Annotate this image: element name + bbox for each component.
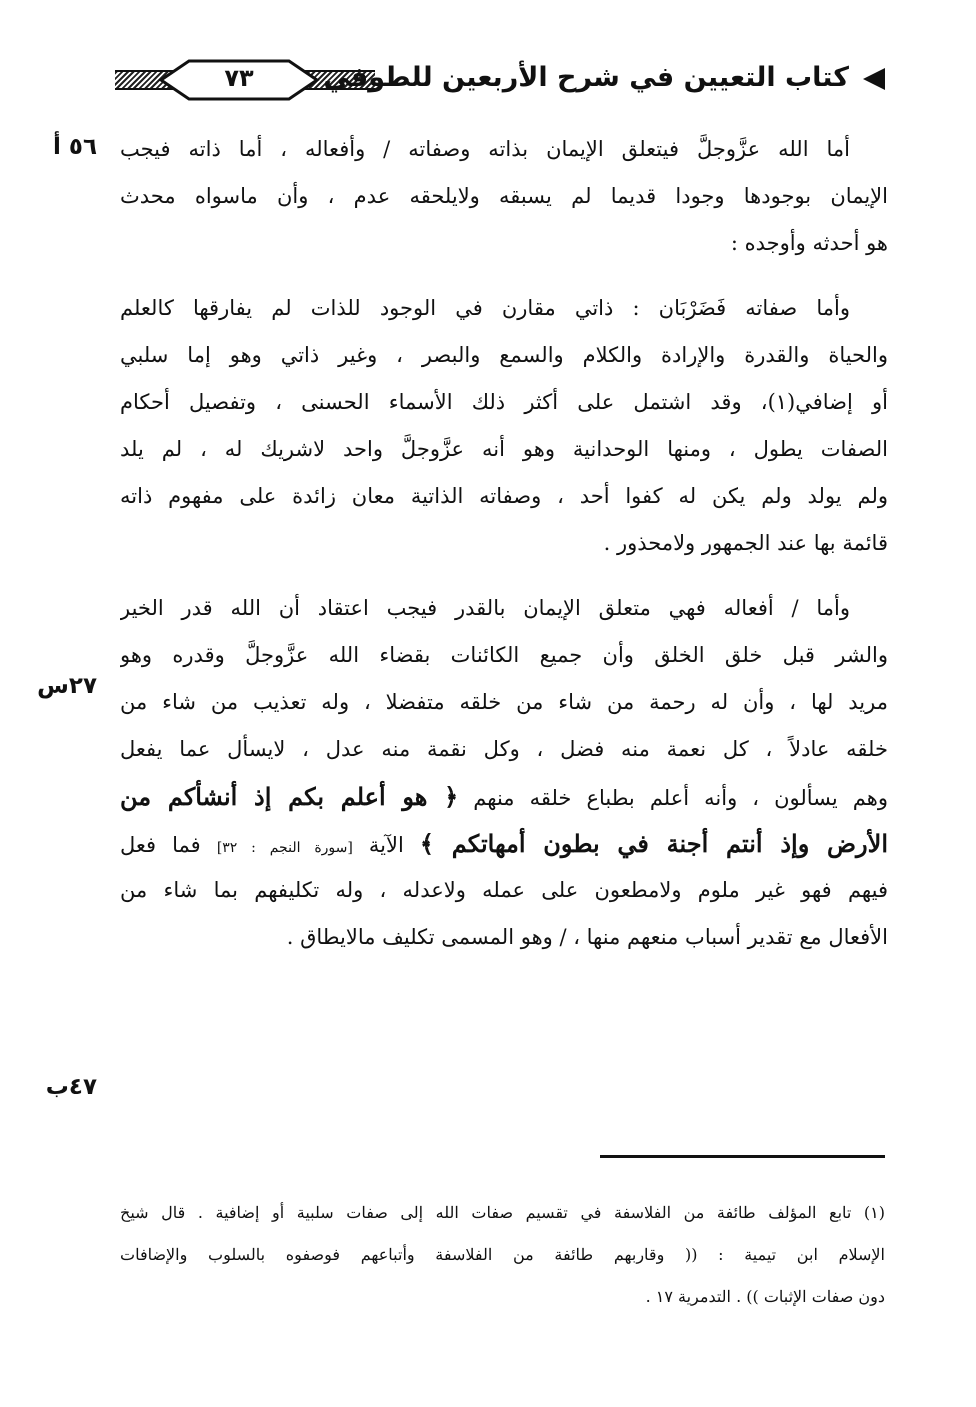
paragraph-attributes xyxy=(120,285,888,567)
footnote-line: (١) تابع المؤلف طائفة من الفلاسفة في تقسيم صفات الله إلى صفات سلبية أو إضافية . قال شيخ xyxy=(120,1203,885,1222)
text-line: والحياة والقدرة والإرادة والكلام والسمع والبصر ، وغير ذاتي وهو إما سلبي xyxy=(120,343,888,367)
text-line: مريد لها ، وأن له رحمة من شاء من خلقه متفضلا ، وله تعذيب من شاء من xyxy=(120,690,888,714)
text-line: الأفعال مع تقدير أسباب منعهم منها ، / وهو المسمى تكليف مالايطاق . xyxy=(286,925,888,949)
header-corner-mark-icon xyxy=(863,68,885,90)
margin-note-56a: ٥٦ أ xyxy=(53,134,97,160)
text-segment: فما فعل xyxy=(120,833,201,857)
text-line: وأما / أفعاله فهي متعلق الإيمان بالقدر فيجب اعتقاد أن الله قدر الخير xyxy=(120,596,850,620)
surah-reference: [سورة النجم : ٣٢] xyxy=(216,840,353,856)
margin-note-27s: ٢٧س xyxy=(37,673,97,699)
text-line: أما الله عزَّوجلَّ فيتعلق الإيمان بذاته وصفاته / وأفعاله ، أما ذاته فيجب xyxy=(120,137,850,161)
footnote-line: دون صفات الإثبات )) . التدمرية ١٧ . xyxy=(645,1287,885,1306)
main-text xyxy=(120,126,888,961)
page-number-frame xyxy=(139,58,339,102)
text-line: الصفات يطول ، ومنها الوحدانية وهو أنه عزَّوجلَّ واحد لاشريك له ، لم يلد xyxy=(120,437,888,461)
footnote-separator xyxy=(600,1155,885,1158)
text-segment: وهم يسألون ، وأنه أعلم بطباع خلقه منهم xyxy=(473,786,888,810)
quran-quote: الأرض وإذ أنتم أجنة في بطون أمهاتكم ﴾ xyxy=(419,829,888,858)
page-number: ٧٣ xyxy=(224,64,254,92)
text-line: فيهم فهو غير ملوم ولامطعون على عمله ولاعدله ، وله تكليفهم بما شاء من xyxy=(120,878,888,902)
footnote xyxy=(120,1192,885,1318)
book-title: كتاب التعيين في شرح الأربعين للطوفي xyxy=(323,62,849,93)
text-line: أو إضافي(١)، وقد اشتمل على أكثر ذلك الأسماء الحسنى ، وتفصيل أحكام xyxy=(120,390,888,414)
margin-note-47b: ٤٧ب xyxy=(45,1074,97,1100)
paragraph-divine-essence xyxy=(120,126,888,267)
text-line: قائمة بها عند الجمهور ولامحذور . xyxy=(603,531,888,555)
quran-quote: ﴿ هو أعلم بكم إذ أنشأكم من xyxy=(120,782,459,811)
text-segment: الآية xyxy=(368,833,404,857)
text-line: هو أحدثه وأوجده : xyxy=(730,231,888,255)
text-line: ولم يولد ولم يكن له كفوا أحد ، وصفاته الذاتية معان زائدة على مفهوم ذاته xyxy=(120,484,888,508)
text-line: والشر قبل خلق الخلق وأن جميع الكائنات بقضاء الله عزَّوجلَّ وقدره وهو xyxy=(120,643,888,667)
text-line: وأما صفاته فَضَرْبَان : ذاتي مقارن في الوجود للذات لم يفارقها كالعلم xyxy=(120,296,850,320)
text-line: خلقه عادلاً ، كل نعمة منه فضل ، وكل نقمة منه عدل ، لايسأل عما يفعل xyxy=(120,737,888,761)
paragraph-divine-acts xyxy=(120,585,888,961)
text-line: الإيمان بوجودها وجودا قديما لم يسبقه ولايلحقه عدم ، وأن ماسواه محدث xyxy=(120,184,888,208)
text-line xyxy=(120,820,888,867)
text-line xyxy=(120,773,888,820)
running-header xyxy=(115,58,885,104)
footnote-line: الإسلام ابن تيمية : (( وقاربهم طائفة من الفلاسفة وأتباعهم فوصفوه بالسلوب والإضافات xyxy=(120,1245,885,1264)
